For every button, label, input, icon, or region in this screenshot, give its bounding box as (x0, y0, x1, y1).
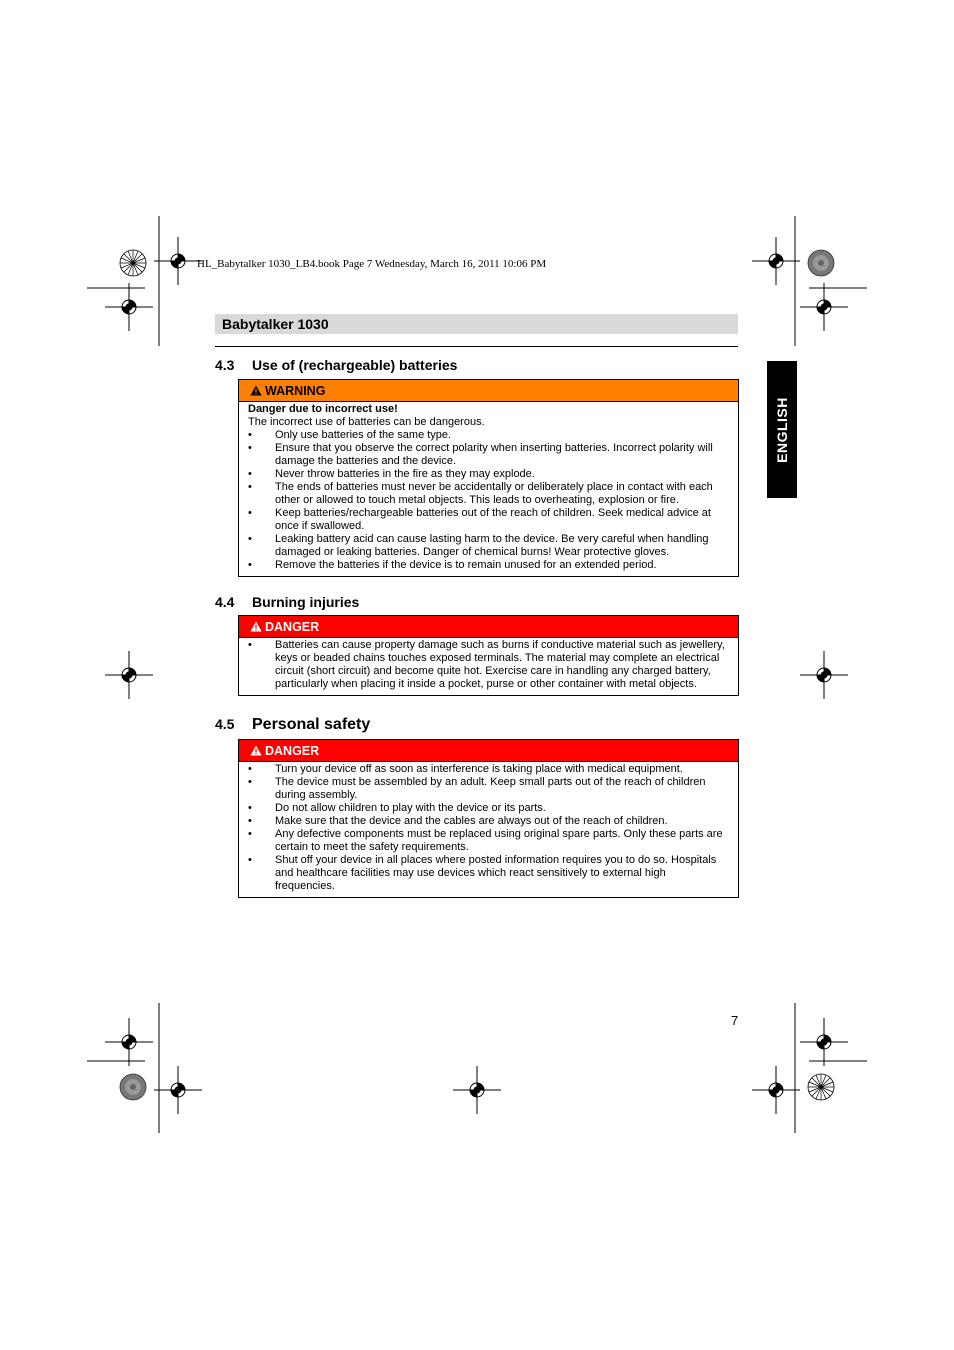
danger-body (239, 638, 738, 695)
danger-label: DANGER (265, 743, 320, 758)
list-item: • Keep batteries/rechargeable batteries out of the reach of children. Seek medical advice at once if swallowed. (248, 507, 711, 532)
section-title: Personal safety (252, 716, 371, 733)
danger-box-personal-safety (238, 739, 739, 898)
list-item: • Leaking battery acid can cause lasting harm to the device. Be very careful when handling damaged or leaking batteries. Danger of chemical burns! Wear protective gloves. (248, 533, 709, 558)
danger-label: DANGER (265, 619, 320, 634)
warning-triangle-icon (250, 745, 262, 756)
danger-header (239, 740, 738, 762)
warning-intro: The incorrect use of batteries can be dangerous. (248, 416, 485, 428)
warning-header (239, 380, 738, 402)
danger-box-burning (238, 615, 739, 696)
list-item: • Any defective components must be replaced using original spare parts. Only these parts are certain to meet the safety requirements. (248, 828, 723, 853)
section-number: 4.5 (215, 716, 235, 732)
warning-triangle-icon (250, 385, 262, 396)
section-heading-4-5 (215, 716, 370, 734)
section-heading-4-4 (215, 594, 359, 610)
list-item: • The device must be assembled by an adult. Keep small parts out of the reach of children during assembly. (248, 776, 706, 801)
list-item: • Never throw batteries in the fire as they may explode. (248, 468, 535, 480)
list-item: • Shut off your device in all places where posted information requires you to do so. Hospitals and healthcare facilities may use devices which react sensitively to external high frequencies. (248, 854, 717, 892)
model-title-bar (215, 314, 738, 334)
warning-triangle-icon (250, 621, 262, 632)
list-item: • Remove the batteries if the device is to remain unused for an extended period. (248, 559, 657, 571)
list-item: • Only use batteries of the same type. (248, 429, 452, 441)
section-number: 4.4 (215, 594, 235, 610)
page-number: 7 (731, 1013, 739, 1028)
section-heading-4-3 (215, 357, 457, 373)
header-rule (215, 346, 738, 347)
model-title: Babytalker 1030 (222, 316, 329, 332)
print-header: HL_Babytalker 1030_LB4.book Page 7 Wednesday, March 16, 2011 10:06 PM (197, 258, 547, 270)
warning-box-batteries (238, 379, 739, 577)
list-item: • Make sure that the device and the cables are always out of the reach of children. (248, 815, 668, 827)
list-item: • The ends of batteries must never be accidentally or deliberately place in contact with each other or allowed to touch metal objects. This leads to overheating, explosion or fire. (248, 481, 713, 506)
danger-body (239, 762, 738, 897)
warning-body (239, 402, 738, 576)
section-title: Use of (rechargeable) batteries (252, 357, 458, 373)
warning-lead: Danger due to incorrect use! (248, 403, 398, 415)
list-item: • Do not allow children to play with the device or its parts. (248, 802, 546, 814)
warning-label: WARNING (265, 383, 326, 398)
section-title: Burning injuries (252, 594, 360, 610)
list-item: • Batteries can cause property damage such as burns if conductive material such as jewellery, keys or beaded chains touches exposed terminals. The material may complete an electrical circuit (short circuit) and become quite hot. Exercise care in handling any charged battery, particularly when placing it inside a pocket, purse or other container with metal objects. (248, 639, 725, 690)
list-item: • Ensure that you observe the correct polarity when inserting batteries. Incorrect polarity will damage the batteries and the device. (248, 442, 713, 467)
language-tab (767, 361, 797, 498)
list-item: • Turn your device off as soon as interference is taking place with medical equipment. (248, 763, 683, 775)
section-number: 4.3 (215, 357, 235, 373)
language-tab-label: ENGLISH (774, 396, 790, 463)
danger-header (239, 616, 738, 638)
